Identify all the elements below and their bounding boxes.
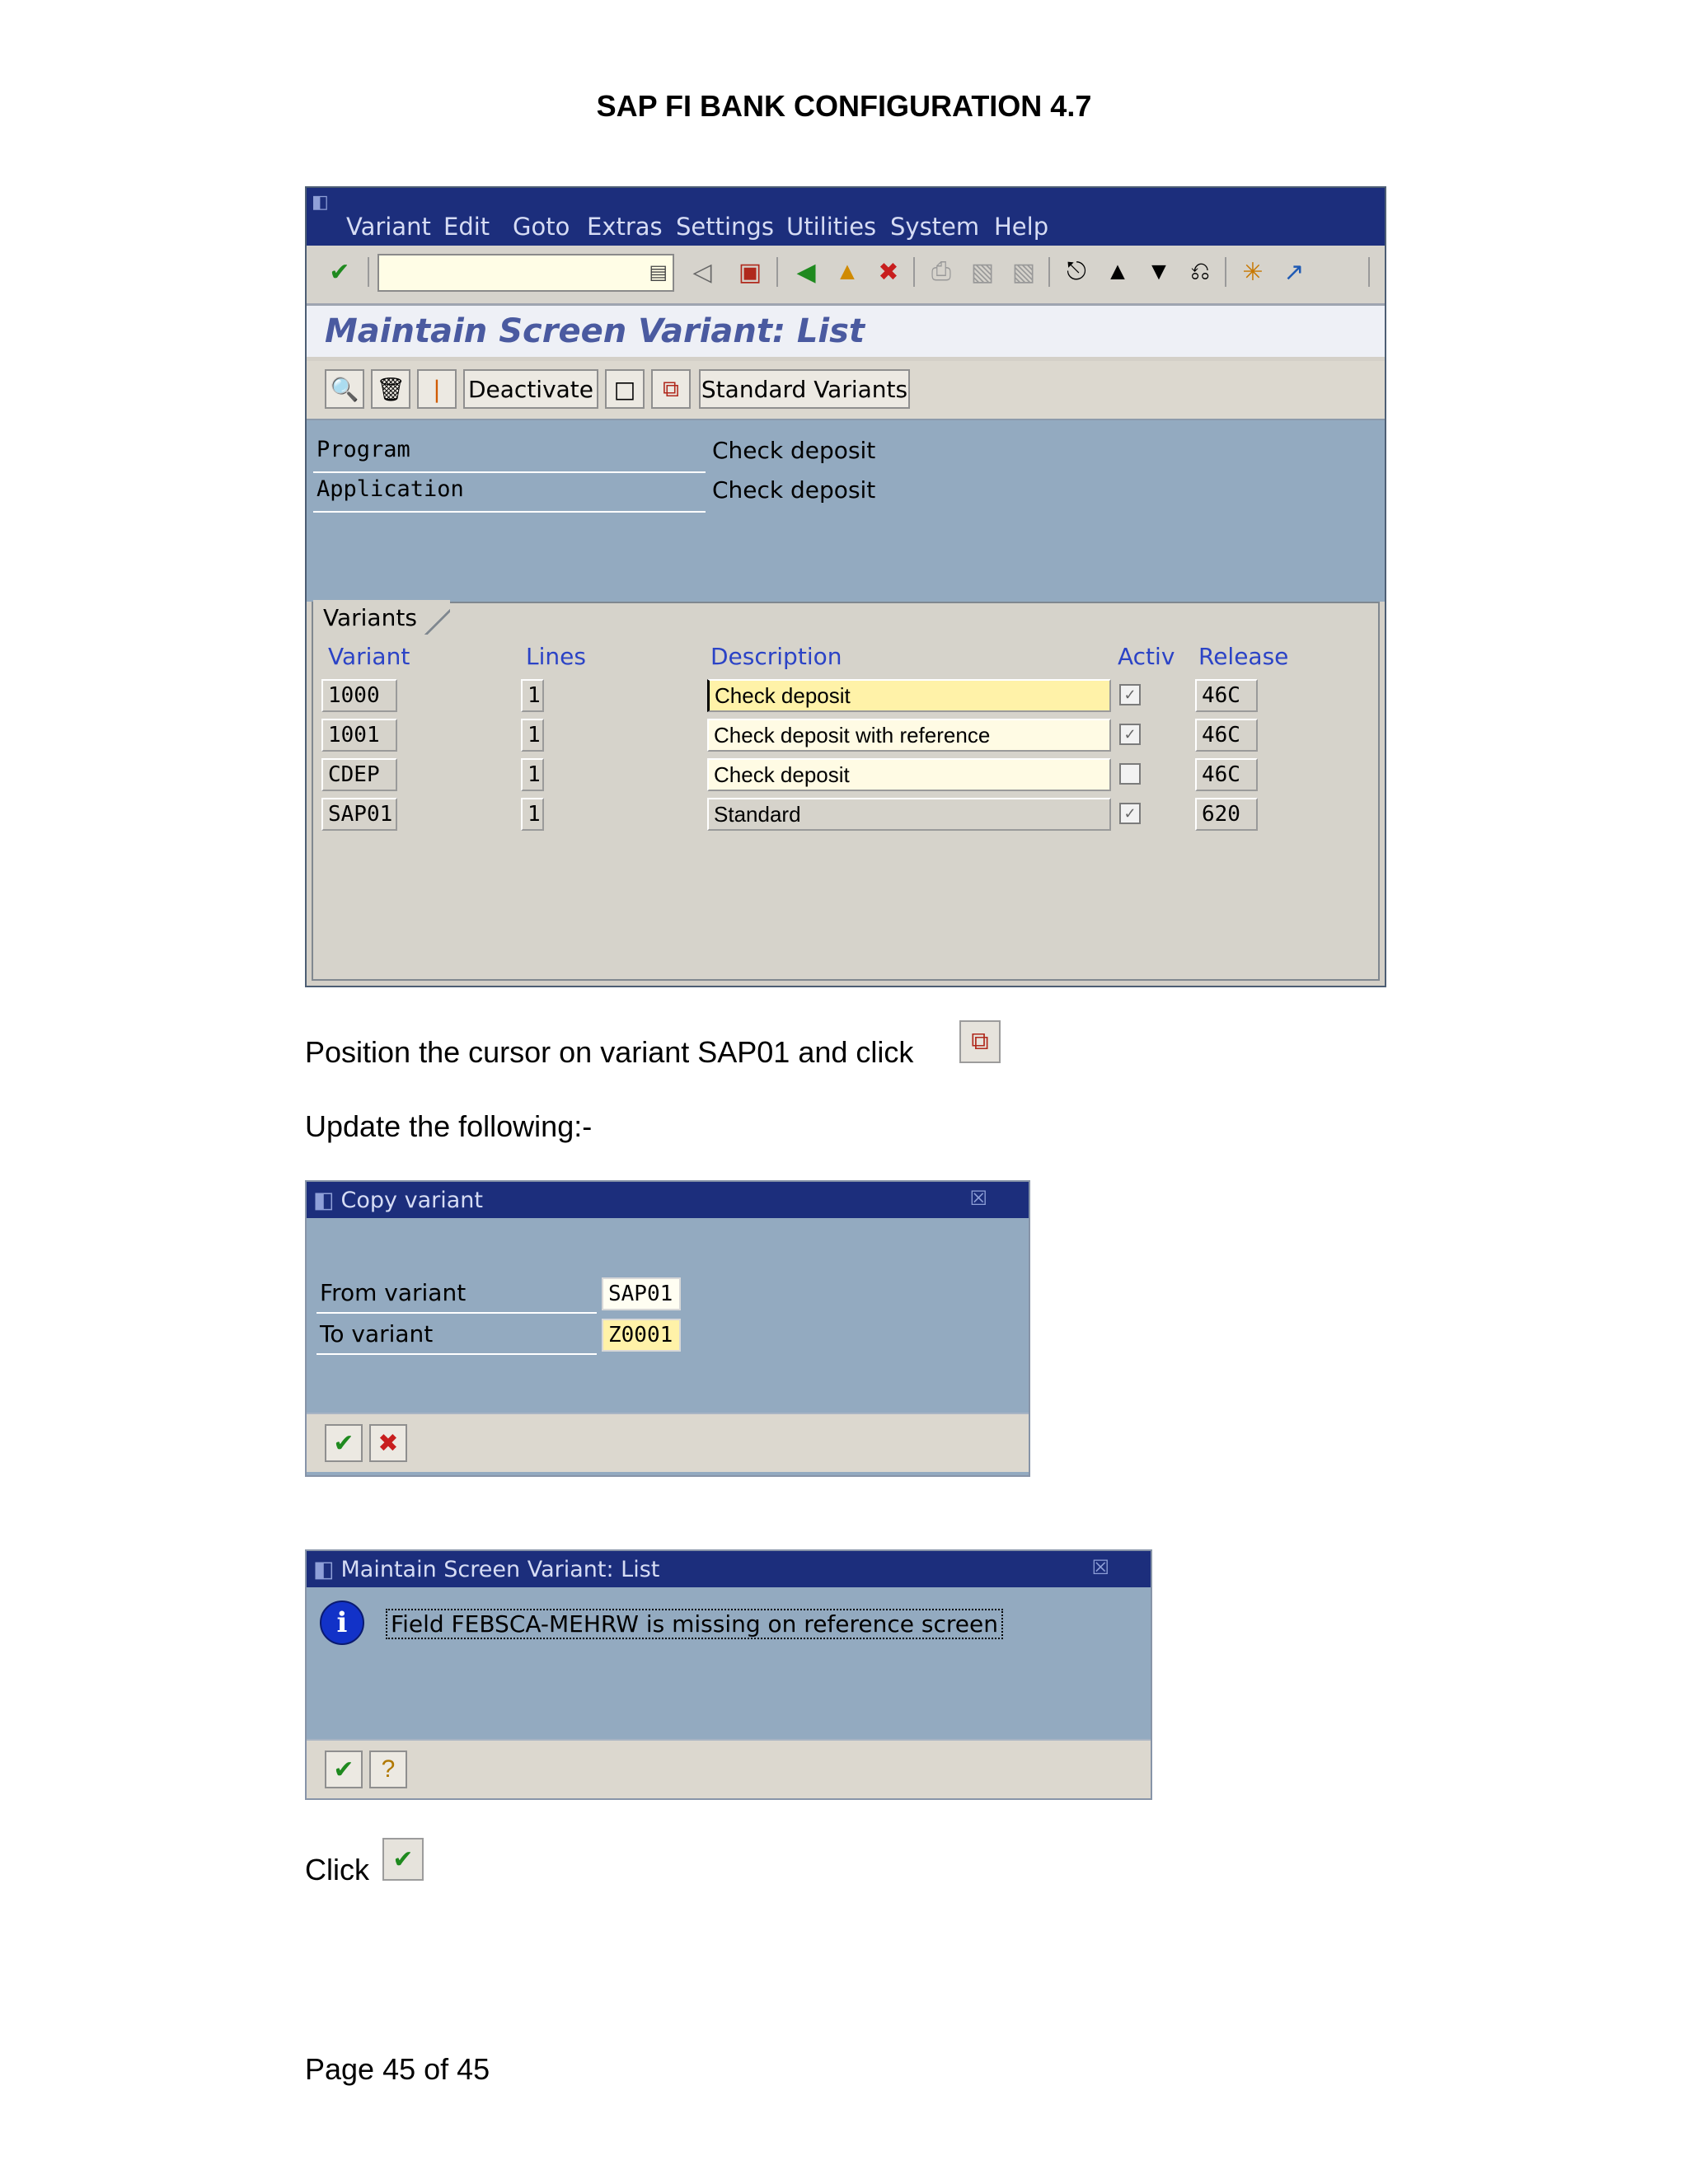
lines-cell[interactable]: 1: [521, 679, 544, 712]
instruction-step-2: Update the following:-: [305, 1109, 593, 1143]
standard-toolbar: [307, 246, 1385, 306]
program-value: Check deposit: [712, 437, 876, 464]
find-icon[interactable]: ▧: [970, 258, 995, 286]
column-description[interactable]: Description: [710, 643, 842, 670]
enter-icon[interactable]: ✔: [329, 258, 350, 286]
application-value: Check deposit: [712, 476, 876, 504]
confirm-icon[interactable]: ✔: [325, 1424, 363, 1462]
menu-utilities[interactable]: Utilities: [786, 213, 877, 241]
application-toolbar: [307, 361, 1385, 420]
copy-icon[interactable]: ⧉: [651, 369, 691, 409]
dialog-button-bar: [307, 1413, 1029, 1472]
command-field[interactable]: [377, 254, 674, 292]
first-page-icon[interactable]: ⎋: [1067, 258, 1086, 285]
toolbar-separator: [1048, 257, 1050, 287]
cancel-icon[interactable]: ✖: [369, 1424, 407, 1462]
menu-system[interactable]: System: [890, 213, 980, 241]
to-variant-label: To variant: [320, 1320, 434, 1347]
save-icon[interactable]: ▣: [738, 258, 762, 286]
confirm-icon[interactable]: ✔: [325, 1750, 363, 1788]
screen-title: Maintain Screen Variant: List: [325, 312, 865, 350]
activate-icon[interactable]: ❘: [417, 369, 457, 409]
find-next-icon[interactable]: ▧: [1011, 258, 1036, 286]
menu-settings[interactable]: Settings: [676, 213, 774, 241]
command-history-icon[interactable]: ▤: [649, 261, 668, 284]
description-cell[interactable]: Check deposit: [707, 758, 1111, 791]
description-cell[interactable]: Check deposit: [707, 679, 1111, 712]
toolbar-separator: [368, 257, 369, 287]
dialog-title: Maintain Screen Variant: List: [340, 1556, 660, 1582]
column-activ[interactable]: Activ: [1118, 643, 1175, 670]
lines-cell[interactable]: 1: [521, 719, 544, 752]
description-cell[interactable]: Check deposit with reference: [707, 719, 1111, 752]
label-underline: [313, 471, 706, 473]
instruction-step-1: Position the cursor on variant SAP01 and click: [305, 1035, 914, 1069]
label-underline: [316, 1353, 597, 1355]
menu-variant[interactable]: Variant: [346, 213, 431, 241]
release-cell[interactable]: 46C: [1195, 679, 1258, 712]
dialog-button-bar: [307, 1739, 1151, 1798]
active-checkbox[interactable]: ✓: [1119, 803, 1141, 824]
info-dialog: [305, 1549, 1152, 1800]
variant-cell[interactable]: 1001: [321, 719, 397, 752]
release-cell[interactable]: 46C: [1195, 758, 1258, 791]
close-icon[interactable]: ☒: [969, 1187, 987, 1210]
label-underline: [313, 511, 706, 513]
sap-window: [305, 186, 1386, 987]
active-checkbox[interactable]: ✓: [1119, 684, 1141, 705]
toolbar-separator: [1368, 257, 1370, 287]
instruction-step-3: Click: [305, 1853, 369, 1886]
from-variant-field[interactable]: SAP01: [602, 1277, 681, 1310]
active-checkbox[interactable]: [1119, 763, 1141, 785]
delete-icon[interactable]: 🗑: [371, 369, 410, 409]
variants-group-tab: Variants: [313, 600, 450, 635]
release-cell[interactable]: 620: [1195, 798, 1258, 831]
lines-cell[interactable]: 1: [521, 798, 544, 831]
variant-cell[interactable]: SAP01: [321, 798, 397, 831]
variants-group: [312, 602, 1380, 981]
dialog-window-icon: ◧: [313, 1556, 335, 1582]
active-checkbox[interactable]: ✓: [1119, 724, 1141, 745]
help-icon[interactable]: ?: [369, 1750, 407, 1788]
display-icon[interactable]: 🔍: [325, 369, 364, 409]
menu-bar: [307, 188, 1385, 246]
deactivate-button[interactable]: Deactivate: [463, 369, 598, 409]
column-variant[interactable]: Variant: [328, 643, 410, 670]
info-message: Field FEBSCA-MEHRW is missing on reference screen: [386, 1609, 1003, 1639]
menu-goto[interactable]: Goto: [513, 213, 570, 241]
page-footer: Page 45 of 45: [305, 2052, 490, 2086]
toolbar-separator: [1225, 257, 1226, 287]
window-menu-icon[interactable]: ◧: [312, 191, 329, 212]
close-icon[interactable]: ☒: [1091, 1556, 1109, 1579]
exit-icon[interactable]: ▲: [835, 258, 860, 285]
toolbar-separator: [913, 257, 915, 287]
variant-cell[interactable]: CDEP: [321, 758, 397, 791]
confirm-icon: ✔: [382, 1838, 424, 1881]
menu-help[interactable]: Help: [994, 213, 1049, 241]
back-arrow-icon[interactable]: ◁: [692, 258, 712, 286]
shortcut-icon[interactable]: ↗: [1283, 258, 1305, 286]
last-page-icon[interactable]: ⎌: [1190, 258, 1210, 285]
document-title: SAP FI BANK CONFIGURATION 4.7: [596, 89, 1092, 123]
menu-edit[interactable]: Edit: [443, 213, 490, 241]
menu-extras[interactable]: Extras: [587, 213, 663, 241]
toolbar-separator: [776, 257, 778, 287]
create-session-icon[interactable]: ✳: [1242, 258, 1264, 286]
previous-page-icon[interactable]: ▲: [1105, 258, 1130, 285]
column-release[interactable]: Release: [1198, 643, 1289, 670]
application-label: Application: [316, 476, 464, 502]
to-variant-field[interactable]: Z0001: [602, 1319, 681, 1352]
create-icon[interactable]: □: [605, 369, 645, 409]
print-icon[interactable]: ⎙: [931, 258, 951, 285]
description-cell[interactable]: Standard: [707, 798, 1111, 831]
dialog-title: Copy variant: [340, 1187, 483, 1213]
lines-cell[interactable]: 1: [521, 758, 544, 791]
next-page-icon[interactable]: ▼: [1146, 258, 1171, 285]
dialog-title-bar: [307, 1551, 1151, 1587]
program-label: Program: [316, 437, 410, 462]
screen-title-bar: [307, 306, 1385, 357]
standard-variants-button[interactable]: Standard Variants: [699, 369, 910, 409]
copy-icon: ⧉: [959, 1020, 1001, 1063]
variant-cell[interactable]: 1000: [321, 679, 397, 712]
cancel-icon[interactable]: ✖: [878, 258, 899, 286]
copy-variant-dialog: [305, 1180, 1030, 1477]
dialog-window-icon: ◧: [313, 1187, 335, 1213]
header-area: [307, 420, 1385, 602]
dialog-title-bar: [307, 1182, 1029, 1218]
release-cell[interactable]: 46C: [1195, 719, 1258, 752]
back-icon[interactable]: ◀: [796, 258, 816, 286]
from-variant-label: From variant: [320, 1279, 467, 1306]
info-icon: i: [320, 1601, 364, 1645]
column-lines[interactable]: Lines: [526, 643, 586, 670]
label-underline: [316, 1312, 597, 1314]
